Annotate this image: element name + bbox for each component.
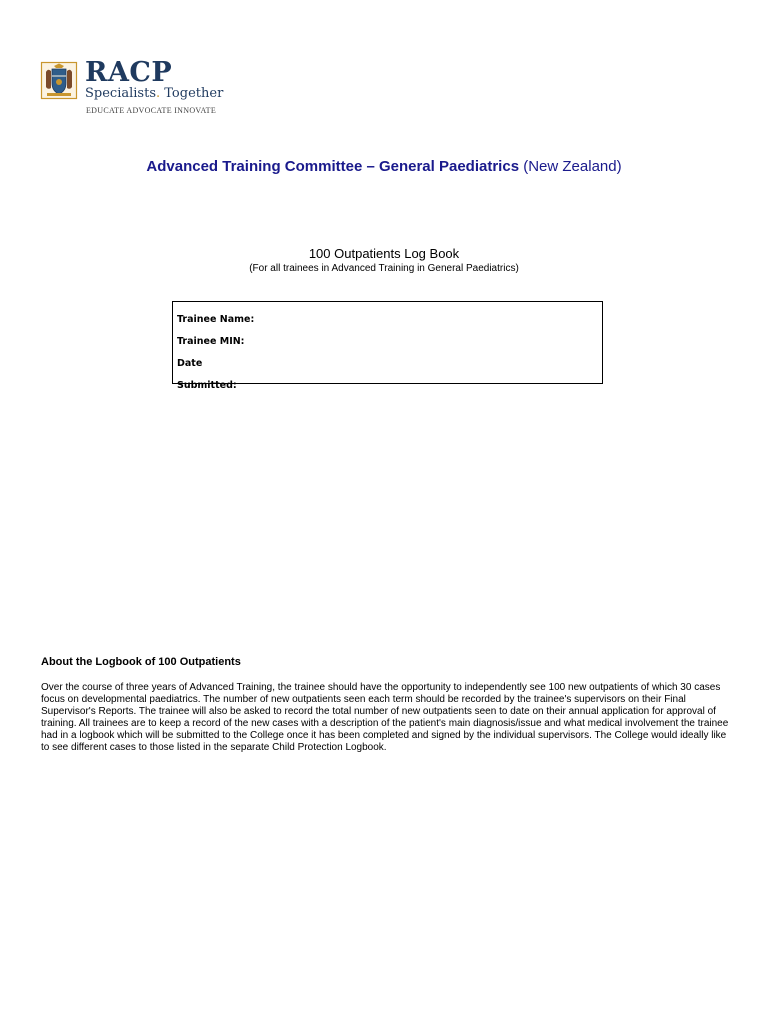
- committee-heading: [0, 157, 768, 177]
- committee-region: (New Zealand): [523, 158, 622, 175]
- logbook-title: 100 Outpatients Log Book: [308, 246, 460, 261]
- date-label: Date: [177, 358, 203, 369]
- tagline-main: Specialists: [85, 86, 156, 101]
- brand-name: RACP: [85, 57, 173, 88]
- committee-name: Advanced Training Committee – General Paediatrics: [146, 158, 520, 175]
- submitted-label: Submitted:: [177, 380, 237, 391]
- brand-tagline: [85, 86, 223, 102]
- logbook-subtitle: (For all trainees in Advanced Training in General Paediatrics): [249, 263, 519, 274]
- racp-logo: [40, 57, 260, 120]
- coat-of-arms-icon: [41, 62, 77, 99]
- about-heading: About the Logbook of 100 Outpatients: [41, 656, 241, 668]
- tagline-dot: .: [156, 86, 161, 101]
- about-body: Over the course of three years of Advanced Training, the trainee should have the opportunity to independently see 100 new outpatients of which 30 cases focus on developmental paediatrics. The number of new outpatients seen each term should be recorded by the trainee's supervisors on their Final Supervisor's Reports. The trainee will also be asked to record the total number of new outpatients seen to date on their annual application for approval of training. All trainees are to keep a record of the new cases with a description of the patient's main diagnosis/issue and what medical involvement the trainee had in a logbook which will be submitted to the College once it has been completed and signed by the individual supervisors. The College would ideally like to see different cases to those listed in the separate Child Protection Logbook.: [41, 682, 729, 753]
- trainee-name-label: Trainee Name:: [177, 314, 255, 325]
- brand-values: EDUCATE ADVOCATE INNOVATE: [86, 106, 217, 115]
- tagline-end: Together: [160, 86, 224, 101]
- trainee-info-box: [172, 301, 603, 391]
- trainee-min-label: Trainee MIN:: [177, 336, 245, 347]
